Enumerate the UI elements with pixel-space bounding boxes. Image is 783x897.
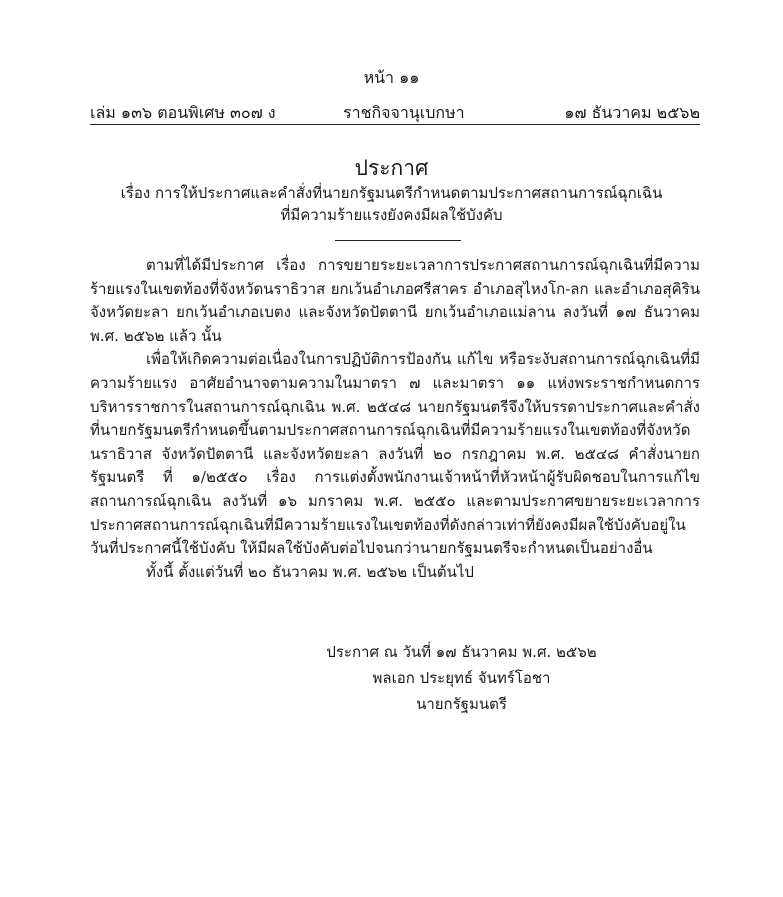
signatory-position: นายกรัฐมนตรี <box>416 695 507 713</box>
signatory-name: พลเอก ประยุทธ์ จันทร์โอชา <box>372 669 551 687</box>
document-body <box>90 254 700 584</box>
publication-date: ๑๗ ธันวาคม ๒๕๖๒ <box>564 103 700 122</box>
body-paragraph-2: เพื่อให้เกิดความต่อเนื่องในการปฏิบัติการป้องกัน แก้ไข หรือระงับสถานการณ์ฉุกเฉินที่มีความร้ายแรง อาศัยอำนาจตามความในมาตรา ๗ และมาตรา ๑๑ แห่งพระราชกำหนดการบริหารราชการในสถานการณ์ฉุกเฉิน พ.ศ. ๒๕๔๘ นายกรัฐมนตรีจึงให้บรรดาประกาศและคำสั่งที่นายกรัฐมนตรีกำหนดขึ้นตามประกาศสถานการณ์ฉุกเฉินที่มีความร้ายแรงในเขตท้องที่จังหวัดนราธิวาส จังหวัดปัตตานี และจังหวัดยะลา ลงวันที่ ๒๐ กรกฎาคม พ.ศ. ๒๕๔๘ คำสั่งนายกรัฐมนตรี ที่ ๑/๒๕๕๐ เรื่อง การแต่งตั้งพนักงานเจ้าหน้าที่หัวหน้าผู้รับผิดชอบในการแก้ไขสถานการณ์ฉุกเฉิน ลงวันที่ ๑๖ มกราคม พ.ศ. ๒๕๕๐ และตามประกาศขยายระยะเวลาการประกาศสถานการณ์ฉุกเฉินที่มีความร้ายแรงในเขตท้องที่ดังกล่าวเท่าที่ยังคงมีผลใช้บังคับอยู่ในวันที่ประกาศนี้ใช้บังคับ ให้มีผลใช้บังคับต่อไปจนกว่านายกรัฐมนตรีจะกำหนดเป็นอย่างอื่น <box>90 350 700 558</box>
announcement-date: ประกาศ ณ วันที่ ๑๗ ธันวาคม พ.ศ. ๒๕๖๒ <box>326 643 597 661</box>
title-divider <box>335 240 461 241</box>
subject-line-1: เรื่อง การให้ประกาศและคำสั่งที่นายกรัฐมนตรีกำหนดตามประกาศสถานการณ์ฉุกเฉิน <box>120 184 663 202</box>
header-divider <box>90 124 700 125</box>
gazette-name: ราชกิจจานุเบกษา <box>343 103 465 122</box>
body-paragraph-1: ตามที่ได้มีประกาศ เรื่อง การขยายระยะเวลาการประกาศสถานการณ์ฉุกเฉินที่มีความร้ายแรงในเขตท้องที่จังหวัดนราธิวาส ยกเว้นอำเภอศรีสาคร อำเภอสุไหงโก-ลก และอำเภอสุคิริน จังหวัดยะลา ยกเว้นอำเภอเบตง และจังหวัดปัตตานี ยกเว้นอำเภอแม่ลาน ลงวันที่ ๑๗ ธันวาคม พ.ศ. ๒๕๖๒ แล้ว นั้น <box>90 256 700 345</box>
volume-issue: เล่ม ๑๓๖ ตอนพิเศษ ๓๐๗ ง <box>90 103 276 122</box>
gazette-header <box>90 101 700 121</box>
document-title: ประกาศ <box>354 156 429 180</box>
document-subject <box>0 182 783 226</box>
page-number: หน้า ๑๑ <box>363 68 420 87</box>
subject-line-2: ที่มีความร้ายแรงยังคงมีผลใช้บังคับ <box>280 206 503 224</box>
body-paragraph-3: ทั้งนี้ ตั้งแต่วันที่ ๒๐ ธันวาคม พ.ศ. ๒๕๖๒ เป็นต้นไป <box>146 562 474 581</box>
